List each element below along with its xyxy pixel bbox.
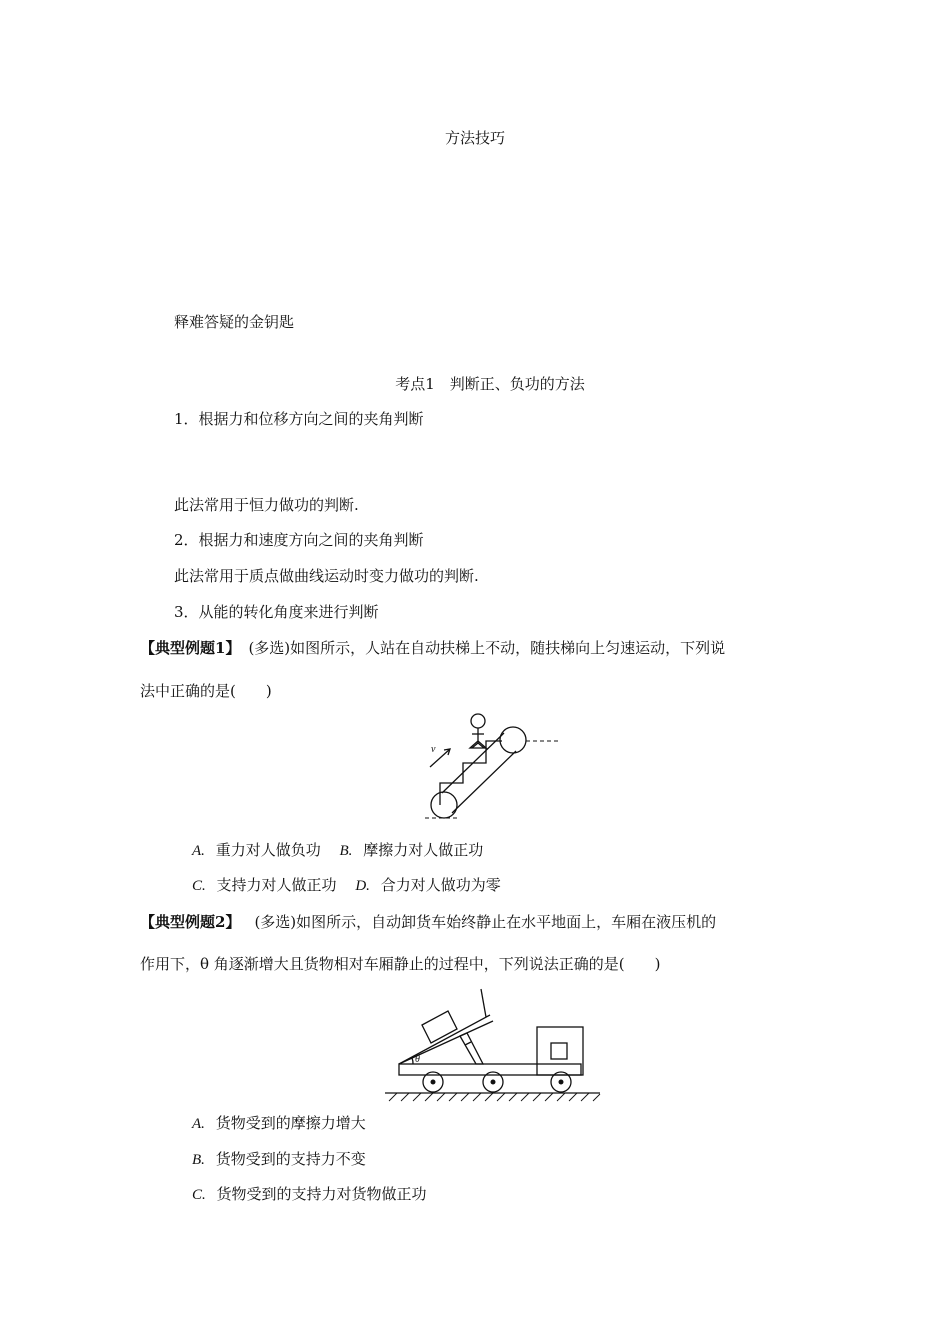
escalator-belt-bottom [452,751,516,813]
escalator-roller-top [500,727,526,753]
ex2-option-c-letter: C. [192,1187,206,1203]
example2-tag: 【典型例题2】 [140,913,241,931]
example2-option-a [192,1113,366,1134]
truck-chassis [399,1064,581,1075]
section-heading: 释难答疑的金钥匙 [174,313,295,331]
escalator-belt-top [442,733,504,793]
option-d-text: 合力对人做功为零 [380,876,501,894]
cargo-box [422,1011,457,1043]
hydraulic-cylinder [460,1033,483,1064]
example1-question-line2: 法中正确的是( ) [140,682,272,700]
topic1-title: 考点1 判断正、负功的方法 [395,375,585,393]
example2-option-b [192,1149,366,1170]
escalator-roller-bottom [431,792,457,818]
escalator-figure [420,705,570,823]
method1-note: 此法常用于恒力做功的判断. [174,496,359,514]
ex2-option-b-letter: B. [192,1152,205,1168]
ex2-option-a-letter: A. [192,1116,205,1132]
example2-stem: (多选)如图所示，自动卸货车始终静止在水平地面上，车厢在液压机的 [254,913,717,931]
example2-question-line1 [140,912,716,932]
example1-stem: (多选)如图所示，人站在自动扶梯上不动，随扶梯向上匀速运动，下列说 [248,639,726,657]
ex2-option-c-text: 货物受到的支持力对货物做正功 [216,1185,427,1203]
method2: 2．根据力和速度方向之间的夹角判断 [174,531,424,549]
truck-cab [537,1027,583,1075]
dump-truck-figure [385,985,605,1107]
theta-label: θ [415,1054,420,1065]
option-a-text: 重力对人做负功 [215,841,321,859]
truck-bed [399,1015,490,1064]
option-c-text: 支持力对人做正功 [216,876,337,894]
example1-options-row1 [192,840,483,861]
truck-tailgate [481,989,486,1017]
ex2-option-a-text: 货物受到的摩擦力增大 [215,1114,366,1132]
method2-note: 此法常用于质点做曲线运动时变力做功的判断. [174,567,479,585]
option-d-letter: D. [355,878,370,894]
velocity-label: v [431,744,436,755]
method1: 1．根据力和位移方向之间的夹角判断 [174,410,424,428]
person-head [471,714,485,728]
option-a-letter: A. [192,843,205,859]
option-b-text: 摩擦力对人做正功 [363,841,484,859]
example2-option-c [192,1184,427,1205]
truck-window [551,1043,567,1059]
option-b-letter: B. [339,843,353,859]
ex2-option-b-text: 货物受到的支持力不变 [215,1150,366,1168]
ground-hatching [389,1093,600,1101]
example1-tag: 【典型例题1】 [140,639,241,657]
example1-question-line1 [140,638,725,658]
option-c-letter: C. [192,878,206,894]
method3: 3．从能的转化角度来进行判断 [174,603,379,621]
example2-question-line2: 作用下，θ 角逐渐增大且货物相对车厢静止的过程中，下列说法正确的是( ) [140,955,661,973]
page-title: 方法技巧 [444,129,505,147]
example1-options-row2 [192,875,501,896]
